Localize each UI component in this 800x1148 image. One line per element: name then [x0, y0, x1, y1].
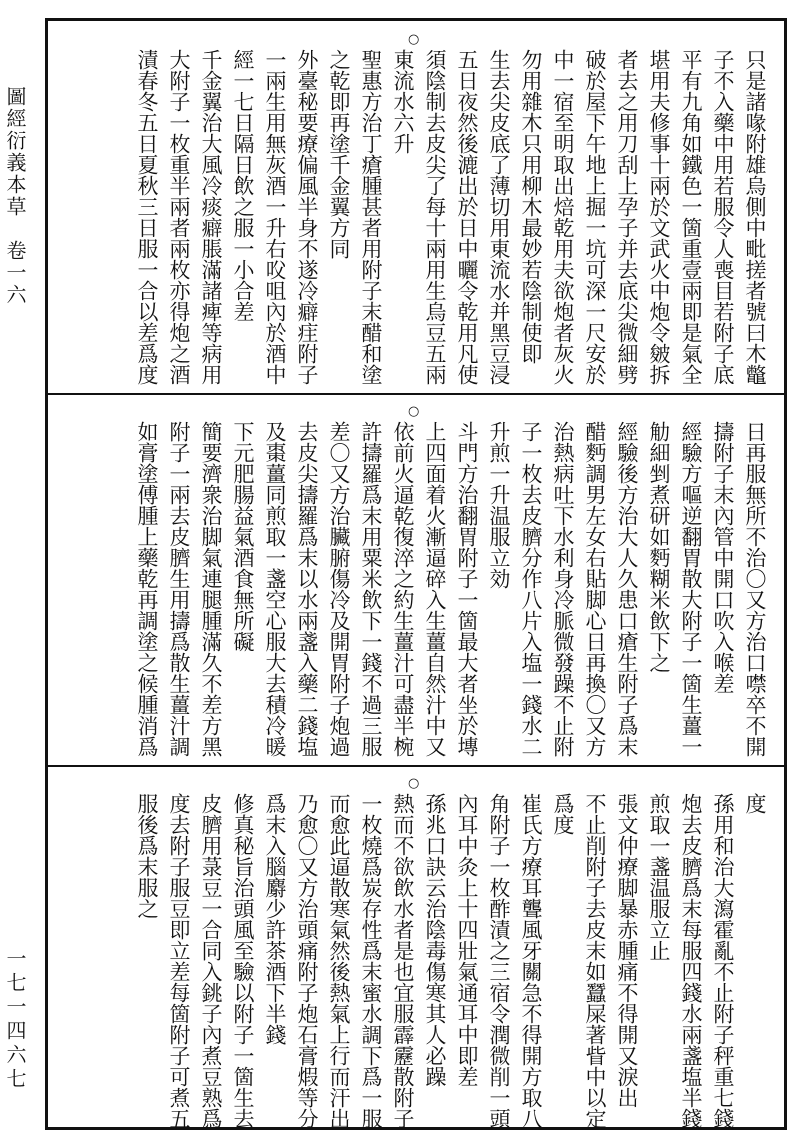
text-column: 經一七日隔日飲之服一小合差: [231, 49, 255, 322]
panel-columns: [130, 793, 770, 1129]
text-column: 簡要濟衆治脚氣連腿腫滿久不差方黑: [199, 421, 223, 757]
text-column: 一枚燒爲炭存性爲末蜜水調下爲一服: [359, 793, 383, 1129]
text-column: 者去之用刀刮上孕子并去底尖微細劈: [615, 49, 639, 385]
text-column: 觔細剉煮研如麪糊米飲下之: [647, 421, 671, 673]
text-column: 張文仲療脚暴赤腫痛不得開又淚出: [615, 793, 639, 1108]
text-column: 差〇又方治臟腑傷冷及開胃附子炮過: [327, 421, 351, 757]
text-column: 治熱病吐下水利身冷脈微發躁不止附: [551, 421, 575, 757]
text-column: 不止削附子去皮末如蠶屎著眥中以定: [583, 793, 607, 1129]
panel-columns: [130, 421, 770, 761]
text-column: 煎取一盞温服立止: [647, 793, 671, 961]
text-column: 炮去皮臍爲末每服四錢水兩盞塩半錢: [679, 793, 703, 1129]
text-column: 之乾即再塗千金翼方同: [327, 49, 351, 259]
text-column: 平有九角如鐵色一箇重壹兩即是氣全: [679, 49, 703, 385]
text-column: 去皮尖擣羅爲末以水兩盞入藥二錢塩: [295, 421, 319, 757]
text-column: 中一宿至明取出焙乾用夫欲炮者灰火: [551, 49, 575, 385]
text-column: 經驗方嘔逆翻胃散大附子一箇生薑一: [679, 421, 703, 757]
margin-title: 圖經衍義本草 卷一六: [3, 86, 27, 306]
panel-marker-circle: ○: [408, 776, 420, 791]
text-column: 許擣羅爲末用粟米飲下一錢不過三服: [359, 421, 383, 757]
text-column: 下元肥腸益氣酒食無所礙: [231, 421, 255, 652]
text-column: 堪用夫修事十兩於文武火中炮令皴拆: [647, 49, 671, 385]
text-column: 皮臍用菉豆一合同入銚子內煮豆熟爲: [199, 793, 223, 1129]
text-column: 生去尖皮底了薄切用東流水并黑豆浸: [487, 49, 511, 385]
text-column: 孫用和治大瀉霍亂不止附子秤重七錢: [711, 793, 735, 1129]
text-column: 只是諸喙附雄烏側中毗搓者號曰木鼈: [743, 49, 767, 385]
text-column: 破於屋下午地上掘一坑可深一尺安於: [583, 49, 607, 385]
panel-top: [48, 33, 784, 389]
page-frame: [45, 18, 787, 1130]
text-column: 崔氏方療耳聾風牙關急不得開方取八: [519, 793, 543, 1129]
text-column: 升煎一升温服立効: [487, 421, 511, 589]
text-column: 熱而不欲飲水者是也宜服霹靂散附子: [391, 793, 415, 1129]
text-column: 角附子一枚酢漬之三宿令潤微削一頭: [487, 793, 511, 1129]
text-column: 爲度: [551, 793, 575, 835]
text-column: 內耳中灸上十四壯氣通耳中即差: [455, 793, 479, 1087]
text-column: 須陰制去皮尖了每十兩用生烏豆五兩: [423, 49, 447, 385]
text-column: 度: [743, 793, 767, 814]
text-column: 經驗後方治大人久患口瘡生附子爲末: [615, 421, 639, 757]
text-column: 醋麪調男左女右貼脚心日再換〇又方: [583, 421, 607, 757]
text-column: 五日夜然後漉出於日中曬令乾用凡使: [455, 49, 479, 385]
text-column: 外臺秘要療偏風半身不遂冷癖疰附子: [295, 49, 319, 385]
text-column: 東流水六升: [391, 49, 415, 154]
text-column: 千金翼治大風冷痰癖脹滿諸痺等病用: [199, 49, 223, 385]
text-column: 斗門方治翻胃附子一箇最大者坐於塼: [455, 421, 479, 757]
text-column: 服後爲末服之: [135, 793, 159, 919]
text-column: 上四面着火漸逼碎入生薑自然汁中又: [423, 421, 447, 757]
text-column: 子一枚去皮臍分作八片入塩一錢水二: [519, 421, 543, 757]
text-column: 聖惠方治丁瘡腫甚者用附子末醋和塗: [359, 49, 383, 385]
margin-page-number: 一七一四六七: [3, 948, 27, 1092]
text-column: 依前火逼乾復淬之約生薑汁可盡半椀: [391, 421, 415, 757]
text-column: 爲末入腦麝少許茶酒下半錢: [263, 793, 287, 1045]
text-column: 乃愈〇又方治頭痛附子炮石膏煆等分: [295, 793, 319, 1129]
panel-divider: [48, 765, 784, 767]
panel-marker-circle: ○: [408, 32, 420, 47]
text-column: 日再服無所不治〇又方治口噤卒不開: [743, 421, 767, 757]
text-column: 勿用雜木只用柳木最妙若陰制使即: [519, 49, 543, 364]
text-column: 大附子一枚重半兩者兩枚亦得炮之酒: [167, 49, 191, 385]
panel-divider: [48, 393, 784, 395]
text-column: 度去附子服豆即立差每箇附子可煮五: [167, 793, 191, 1129]
text-column: 附子一兩去皮臍生用擣爲散生薑汁調: [167, 421, 191, 757]
panel-marker-circle: ○: [408, 404, 420, 419]
text-column: 如膏塗傅腫上藥乾再調塗之候腫消爲: [135, 421, 159, 757]
text-column: 及棗薑同煎取一盞空心服大去積冷暖: [263, 421, 287, 757]
text-column: 漬春冬五日夏秋三日服一合以差爲度: [135, 49, 159, 385]
panel-columns: [130, 49, 770, 389]
text-column: 而愈此逼散寒氣然後熱氣上行而汗出: [327, 793, 351, 1129]
text-column: 修真秘旨治頭風至驗以附子一箇生去: [231, 793, 255, 1129]
text-column: 擣附子末內管中開口吹入喉差: [711, 421, 735, 694]
panel-bottom: [48, 776, 784, 1129]
text-column: 子不入藥中用若服令人喪目若附子底: [711, 49, 735, 385]
text-column: 孫兆口訣云治陰毒傷寒其人必躁: [423, 793, 447, 1087]
panel-middle: [48, 405, 784, 761]
text-column: 一兩生用無灰酒一升右㕮咀內於酒中: [263, 49, 287, 385]
